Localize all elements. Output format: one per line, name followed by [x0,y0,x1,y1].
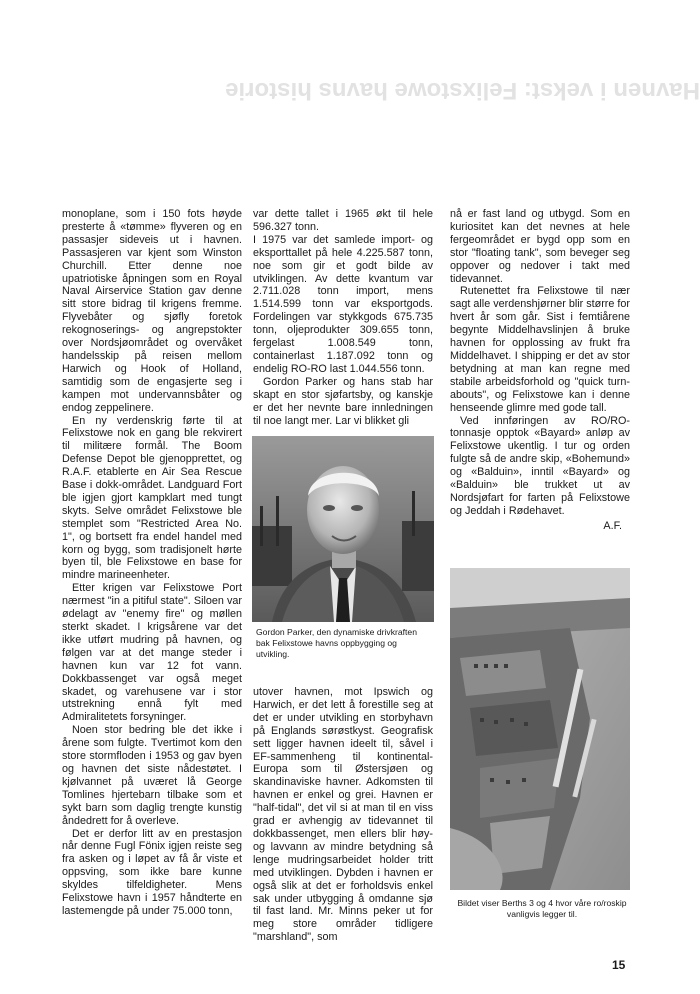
harbour-aerial-photo [450,568,630,890]
paragraph: Gordon Parker og hans stab har skapt en stor sjøfartsby, og kanskje er det her nevnte bare innledningen til noe langt mer. Lar vi blikket gli [253,375,433,427]
paragraph: nå er fast land og utbygd. Som en kuriositet kan det nevnes at hele fergeområdet er bygd opp som en stor "floating tank", som beveger seg oppover og nedover i takt med tidevannet. [450,208,630,285]
paragraph: var dette tallet i 1965 økt til hele 596.327 tonn. [253,208,433,233]
paragraph: Etter krigen var Felixstowe Port nærmest "in a pitiful state". Siloen var ødelagt av "enemy fire" og møllen sterkt skadet. I krigsårene var det ikke utført mudring på havnen, og følgen var at det mange steder i havnen kun var 12 fot vann. Dokkbassenget var også meget skadet, og varehusene var i stor utstrekning ennå fylt med Admiralitetets forsyninger. [62,582,242,724]
harbour-caption: Bildet viser Berths 3 og 4 hvor våre ro/roskip vanligvis legger til. [457,898,627,919]
article-column-2-bottom [253,686,433,944]
portrait-caption: Gordon Parker, den dynamiske drivkraften bak Felixstowe havns oppbygging og utvikling. [256,627,417,659]
page-number: 15 [612,958,626,972]
mirrored-heading-bleedthrough: Havnen i vekst: Felixstowe havns historie [225,77,700,104]
paragraph: Ved innføringen av RO/RO-tonnasje opptok «Bayard» anløp av Felixstowe ukentlig. I tur og orden fulgte så de andre skip, «Bohemund» og «Balduin», inntil «Bayard» og «Balduin» ble trukket ut av Nordsjøfart for farten på Felixstowe og Jeddah i Rødehavet. [450,414,630,517]
article-column-3 [450,208,630,533]
paragraph: utover havnen, mot Ipswich og Harwich, er det lett å forestille seg at det er under utvikling en storbyhavn på Englands sørøstkyst. Geografisk sett ligger havnen ideelt til, såvel i EF-sammenheng til kontinental-Europa som til Østersjøen og skandinaviske havner. Adkomsten til havnen er enkel og grei. Havnen er "half-tidal", det vil si at man til en viss grad er avhengig av tidevannet til dokkbassenget, men ellers blir høy- og lavvann av mindre betydning så lenge mudringsarbeidet holder tritt med utviklingen. Dybden i havnen er også slik at det er forholdsvis enkel sak under utbygging å omdanne sjø til fast land. Mr. Minns peker ut for meg store områder tidligere "marshland", som [253,686,433,944]
paragraph: En ny verdenskrig førte til at Felixstowe nok en gang ble rekvirert til militære formål. The Boom Defense Depot ble gjenopprettet, og R.A.F. etablerte en Air Sea Rescue Base i dokk-området. Landguard Fort ble igjen gjort kampklart med tungt skyts. Selve området Felixstowe ble stemplet som "Restricted Area No. 1", og bortsett fra endel handel med korn og bygg, som tradisjonelt hørte byen til, ble Felixstowe en base for mindre marineenheter. [62,414,242,582]
paragraph: Noen stor bedring ble det ikke i årene som fulgte. Tvertimot kom den store stormfloden i 1953 og gav byen og havnen det siste nådestøtet. I kjølvannet på uværet lå George Tomlines hjertebarn tilbake som et sykt barn som daglig trengte kunstig åndedrett for å overleve. [62,724,242,827]
paragraph: monoplane, som i 150 fots høyde presterte å «tømme» flyveren og en passasjer sideveis ut i havnen. Passasjeren var kjent som Winston Churchill. Etter denne noe upatriotiske åpningen som en Royal Naval Airservice Station gav denne sitt store bidrag til krigens fremme. Flyvebåter og sjøfly foretok rekognoserings- og angrepstokter over Nordsjøområdet og overvåket handelsskip på reisen mellom Harwich og Hook of Holland, samtidig som de engasjerte seg i kampen mot undervannsbåter og endog zeppelinere. [62,208,242,414]
author-signature: A.F. [603,519,622,532]
paragraph: Det er derfor litt av en prestasjon når denne Fugl Fönix igjen reiste seg fra asken og i løpet av få år viste et oppsving, som ikke bare kunne skyldes tilfeldigheter. Mens Felixstowe havn i 1957 håndterte en lastemengde på under 75.000 tonn, [62,827,242,917]
article-column-2-top [253,208,433,427]
paragraph: I 1975 var det samlede import- og eksporttallet på hele 4.225.587 tonn, noe som gir et godt bilde av utviklingen. Av dette kvantum var 2.711.028 tonn import, mens 1.514.599 tonn var eksportgods. Fordelingen var stykkgods 675.735 tonn, oljeprodukter 309.655 tonn, fergelast 1.008.549 tonn, containerlast 1.187.092 tonn og endelig RO-RO last 1.044.556 tonn. [253,233,433,375]
article-column-1 [62,208,242,918]
paragraph: Rutenettet fra Felixstowe til nær sagt alle verdenshjørner blir større for hvert år som går. Sist i femtiårene begynte Middelhavslinjen å bruke havnen for opplossing av frukt fra Middelhavet. I shipping er det av stor betydning at man kan regne med stabile arbeidsforhold og "quick turn-abouts", og Felixstowe kan i denne henseende glimre med gode tall. [450,285,631,414]
portrait-photo-gordon-parker [252,436,434,622]
